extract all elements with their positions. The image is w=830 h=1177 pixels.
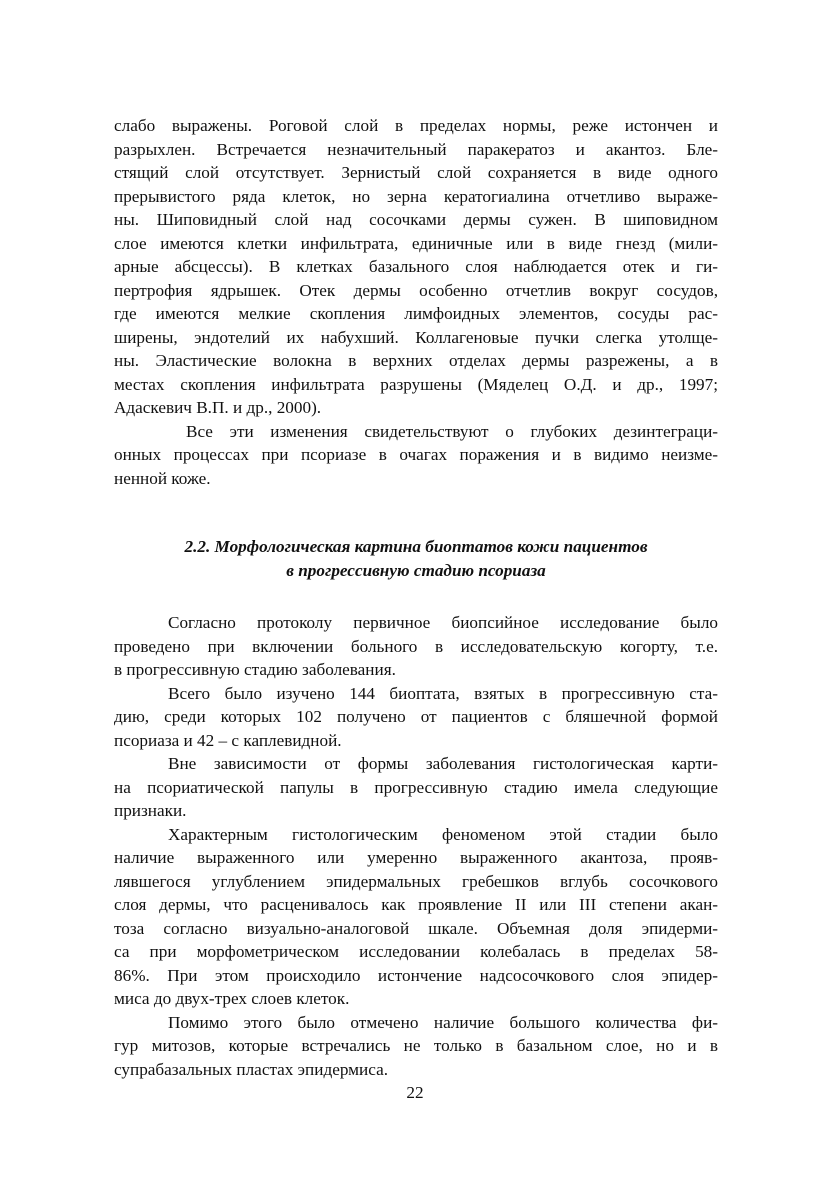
paragraph-6 <box>114 823 718 1011</box>
text-line: на псориатической папулы в прогрессивную стадию имела следующие <box>114 777 718 797</box>
paragraph-7 <box>114 1011 718 1082</box>
text-line: признаки. <box>114 801 187 820</box>
text-line: ны. Шиповидный слой над сосочками дермы сужен. В шиповидном <box>114 210 718 229</box>
text-line: где имеются мелкие скопления лимфоидных элементов, сосуды рас- <box>114 304 718 323</box>
paragraph-2 <box>114 420 718 491</box>
text-line: пертрофия ядрышек. Отек дермы особенно отчетлив вокруг сосудов, <box>114 280 718 300</box>
text-line: арные абсцессы). В клетках базального слоя наблюдается отек и ги- <box>114 257 718 276</box>
text-line: лявшегося углублением эпидермальных гребешков вглубь сосочкового <box>114 871 718 891</box>
text-line: супрабазальных пластах эпидермиса. <box>114 1059 389 1079</box>
text-line: в прогрессивную стадию заболевания. <box>114 660 396 679</box>
text-line: Вне зависимости от формы заболевания гистологическая карти- <box>168 754 718 773</box>
text-line: тоза согласно визуально-аналоговой шкале. Объемная доля эпидерми- <box>114 918 718 938</box>
text-line: прерывистого ряда клеток, но зерна кератогиалина отчетливо выраже- <box>114 186 718 206</box>
text-line: Согласно протоколу первичное биопсийное исследование было <box>168 613 718 632</box>
paragraph-1 <box>114 114 718 420</box>
text-line: дию, среди которых 102 получено от пациентов с бляшечной формой <box>114 707 718 726</box>
text-line: проведено при включении больного в исследовательскую когорту, т.е. <box>114 636 718 656</box>
text-line: онных процессах при псориазе в очагах поражения и в видимо неизме- <box>114 445 718 464</box>
text-line: ширены, эндотелий их набухший. Коллагеновые пучки слегка утолще- <box>114 327 718 347</box>
text-line: Помимо этого было отмечено наличие большого количества фи- <box>168 1012 718 1032</box>
text-line: наличие выраженного или умеренно выраженного акантоза, прояв- <box>114 848 718 867</box>
section-heading-line: в прогрессивную стадию псориаза <box>286 560 546 580</box>
text-line: гур митозов, которые встречались не только в базальном слое, но и в <box>114 1036 718 1055</box>
text-line: местах скопления инфильтрата разрушены (Мяделец О.Д. и др., 1997; <box>114 374 718 394</box>
text-line: псориаза и 42 – с каплевидной. <box>114 730 342 750</box>
text-line: ны. Эластические волокна в верхних отделах дермы разрежены, а в <box>114 351 718 370</box>
page-body <box>114 114 718 1081</box>
text-line: Характерным гистологическим феноменом этой стадии было <box>168 824 718 844</box>
paragraph-3 <box>114 611 718 682</box>
text-line: ненной коже. <box>114 468 211 488</box>
text-line: Всего было изучено 144 биоптата, взятых в прогрессивную ста- <box>168 683 718 703</box>
text-line: са при морфометрическом исследовании колебалась в пределах 58- <box>114 942 718 961</box>
text-line: Адаскевич В.П. и др., 2000). <box>114 398 322 417</box>
paragraph-5 <box>114 752 718 823</box>
text-line: слабо выражены. Роговой слой в пределах нормы, реже истончен и <box>114 116 718 135</box>
page-number: 22 <box>406 1083 424 1102</box>
text-line: миса до двух-трех слоев клеток. <box>114 989 350 1008</box>
text-line: слоя дермы, что расценивалось как проявление II или III степени акан- <box>114 895 718 914</box>
section-heading <box>114 535 718 582</box>
text-line: стящий слой отсутствует. Зернистый слой сохраняется в виде одного <box>114 163 718 182</box>
paragraph-4 <box>114 682 718 753</box>
text-line: 86%. При этом происходило истончение надсосочкового слоя эпидер- <box>114 965 718 985</box>
text-line: разрыхлен. Встречается незначительный паракератоз и акантоз. Бле- <box>114 139 718 159</box>
section-heading-line: 2.2. Морфологическая картина биоптатов кожи пациентов <box>184 537 648 556</box>
text-line: Все эти изменения свидетельствуют о глубоких дезинтеграци- <box>186 421 718 441</box>
text-line: слое имеются клетки инфильтрата, единичные или в виде гнезд (мили- <box>114 233 718 253</box>
